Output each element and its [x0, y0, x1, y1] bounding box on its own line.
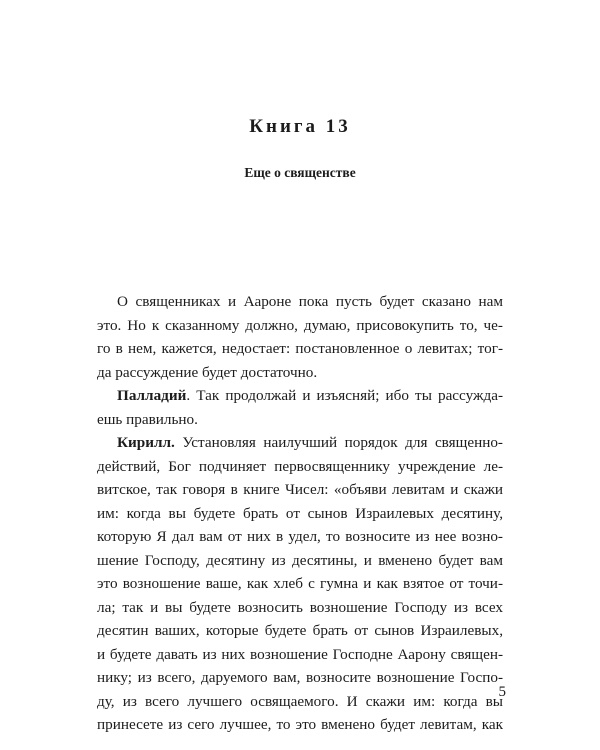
text-fragment: . Так продолжай и изъясняй; ибо ты рассужда-	[186, 387, 503, 404]
text-line: принесете из сего лучшее, то это вменено будет левитам, как	[97, 716, 503, 733]
text-line: витское, так говоря в книге Чисел: «объяви левитам и скажи	[97, 481, 503, 498]
page-number: 5	[498, 684, 506, 700]
text-line: десятин ваших, которые будете брать от сынов Израилевых,	[97, 622, 503, 639]
text-line: да рассуждение будет достаточно.	[97, 363, 318, 381]
text-line: и будете давать из них возношение Господне Аарону священ-	[97, 645, 503, 663]
text-line: ла; так и вы будете возносить возношение Господу из всех	[97, 598, 503, 616]
text-line	[97, 384, 503, 408]
text-line: го в нем, кажется, недостает: постановленное о левитах; тог-	[97, 340, 503, 357]
text-line: действий, Бог подчиняет первосвященнику учреждение ле-	[97, 457, 503, 475]
text-line: шение Господу, десятину из десятины, и вменено будет вам	[97, 551, 503, 569]
speaker-name: Палладий	[117, 387, 187, 404]
text-line: которую Я дал вам от них в удел, то возносите из нее возно-	[97, 528, 503, 545]
text-line: это. Но к сказанному должно, думаю, присовокупить то, че-	[97, 316, 503, 334]
body-text	[97, 290, 503, 737]
text-line: О священниках и Аароне пока пусть будет сказано нам	[117, 293, 503, 310]
text-line: ешь правильно.	[97, 410, 198, 428]
text-line: ду, из всего лучшего освящаемого. И скажи им: когда вы	[97, 692, 503, 710]
chapter-subtitle: Еще о священстве	[244, 165, 356, 180]
chapter-title: Книга 13	[249, 116, 351, 137]
text-line: это возношение ваше, как хлеб с гумна и как взятое от точи-	[97, 575, 503, 592]
text-line: нику; из всего, даруемого вам, возносите возношение Госпо-	[97, 669, 503, 686]
text-line: им: когда вы будете брать от сынов Израилевых десятину,	[97, 504, 503, 522]
text-fragment: Установляя наилучший порядок для священно-	[174, 434, 503, 451]
speaker-name: Кирилл.	[117, 434, 175, 451]
text-line	[97, 431, 503, 455]
